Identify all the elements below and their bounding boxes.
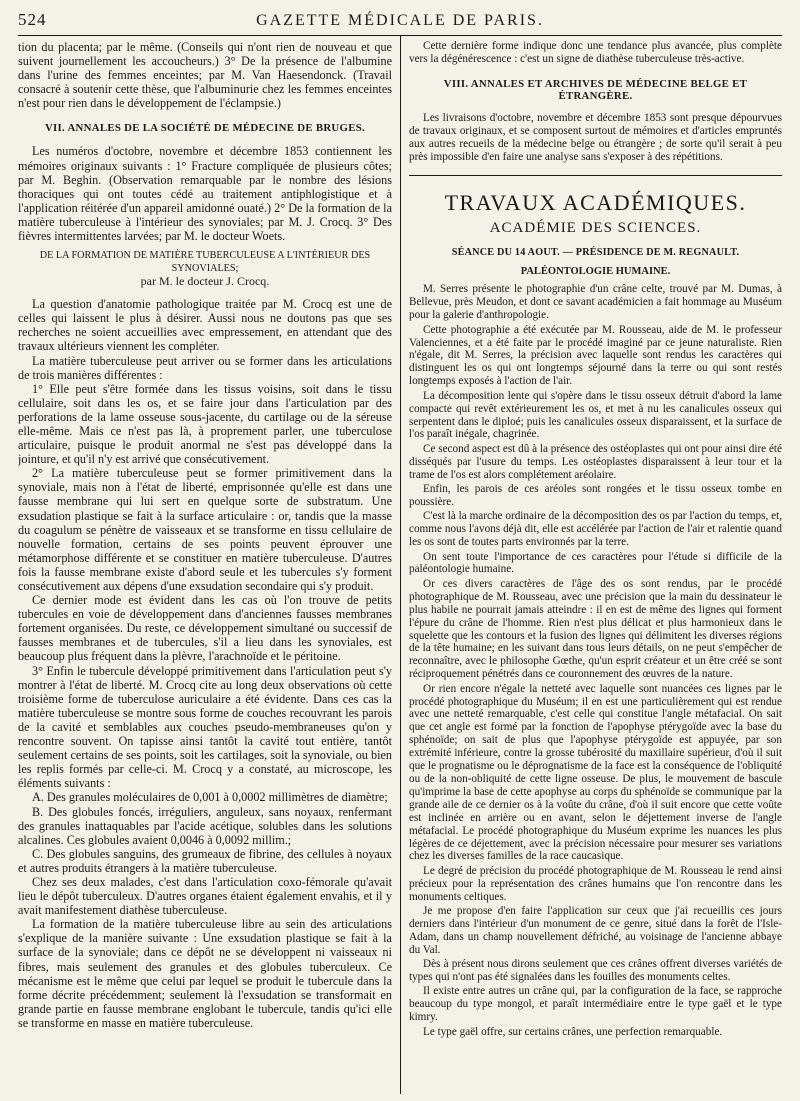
article-title: DE LA FORMATION DE MATIÈRE TUBERCULEUSE A L'INTÉRIEUR DES SYNOVIALES; (39, 250, 371, 275)
paragraph: La question d'anatomie pathologique traitée par M. Crocq est une de celles qui laissent le plus à désirer. Aussi nous ne doutons pas que ses recherches ne soient accueillies avec empressement, en attendant que des travaux ultérieurs viennent les compléter. (18, 297, 392, 354)
page-header (18, 10, 782, 32)
page-number: 524 (18, 10, 47, 29)
paragraph: M. Serres présente le photographie d'un crâne celte, trouvé par M. Dumas, à Bellevue, près Meudon, et dont ce savant académicien a fait hommage au Muséum pour la galerie d'anthropologie. (408, 283, 782, 322)
paragraph: Dès à présent nous dirons seulement que ces crânes offrent diverses variétés de types qui n'ont pas été signalées dans les fouilles des monuments celtes. (408, 958, 782, 984)
right-column (400, 36, 782, 1094)
paragraph: Je me propose d'en faire l'application sur ceux que j'ai recueillis ces jours derniers dans l'intérieur d'un monument de ce genre, situé dans la forêt de l'Isle-Adam, dans un champ nouvellement défriché, au voisinage de l'ancienne abbaye du Val. (408, 905, 782, 956)
article-heading (18, 249, 392, 288)
paragraph: tion du placenta; par le même. (Conseils qui n'ont rien de nouveau et que suivent journellement les accoucheurs.) 3° De la présence de l'albumine dans l'urine des femmes enceintes; par M. Van Haesendonck. (Travail consacré à soutenir cette thèse, que l'albuminurie chez les femmes enceintes n'est pour rien dans le développement de l'éclampsie.) (18, 40, 392, 111)
paragraph: Les livraisons d'octobre, novembre et décembre 1853 sont presque dépourvues de travaux originaux, et se composent surtout de mémoires et d'articles empruntés aux autres recueils de la médecine belge ou étrangère ; de sorte qu'il serait à peu près impossible d'en faire une analyse sans s'exposer à des répétitions. (408, 111, 782, 163)
paragraph: La décomposition lente qui s'opère dans le tissu osseux détruit d'abord la lame compacte qui revêt extérieurement les os, et met à nu les canalicules osseux qui serpentent dans le diploé; puis les canalicules osseux disparaissent, et la surface de l'os paraît inégale, chagrinée. (408, 389, 782, 441)
topic-heading: PALÉONTOLOGIE HUMAINE. (520, 266, 671, 278)
journal-title: GAZETTE MÉDICALE DE PARIS. (256, 12, 544, 29)
paragraph: Cette dernière forme indique donc une tendance plus avancée, plus complète vers la dégénérescence : c'est un signe de diathèse tuberculeuse très-active. (408, 40, 782, 65)
paragraph: 1° Elle peut s'être formée dans les tissus voisins, soit dans le tissu cellulaire, soit dans les os, et se faire jour dans l'articulation par des perforations de la lame osseuse sous-jacente, du cartilage ou de la séreuse elle-même. Mais ce n'est pas là, à proprement parler, une tuberculose articulaire, puisque le produit anormal ne s'est pas développé dans la jointure, et qu'il n'y est arrivé que consécutivement. (18, 381, 392, 467)
left-column (18, 36, 400, 1094)
paragraph: On sent toute l'importance de ces caractères pour l'étude si difficile de la paléontologie humaine. (408, 550, 782, 576)
session-line: SÉANCE DU 14 AOUT. — PRÉSIDENCE DE M. REGNAULT. (451, 247, 740, 259)
paragraph: Or rien encore n'égale la netteté avec laquelle sont nuancées ces lignes par le procédé photographique du Muséum; il en est une particulièrement qui est rendue avec une netteté remarquable, c'est celle qui constitue l'angle métafacial. On sait que cet angle est formé par la fonction de l'apophyse ptérygoïde avec la base du sphénoïde; on sait de plus que l'apophyse ptérygoïde est appuyée, par son extrémité inférieure, contre la grosse tubérosité du maxillaire supérieur, d'où il suit que le prognatisme ou le déprognatisme de la face est la conséquence de l'obliquité ou de la non-obliquité de cette ligne osseuse. De plus, le mouvement de bascule qu'imprime la base de cette apophyse au corps du sphénoïde se communique par la grande aile de ce dernier os à la voûte du crâne, d'où il suit encore que cette voûte est inclinée en arrière ou en avant, selon le déjettement inverse de l'angle métafacial. Le procédé photographique du Muséum exprime les nuances les plus légères de ce déjettement, avec la précision nécessaire pour mesurer ses variations chez les diverses familles de la race caucasique. (408, 682, 782, 863)
paragraph: Chez ses deux malades, c'est dans l'articulation coxo-fémorale qu'avait lieu le dépôt tuberculeux. D'autres organes étaient également envahis, et il y avait manifestement diathèse tuberculeuse. (18, 874, 392, 918)
section-heading: VII. ANNALES DE LA SOCIÉTÉ DE MÉDECINE DE BRUGES. (44, 122, 366, 135)
paragraph: Enfin, les parois de ces aréoles sont rongées et le tissu osseux tombe en poussière. (408, 483, 782, 508)
paragraph: Le degré de précision du procédé photographique de M. Rousseau le rend ainsi précieux pour la représentation des crânes humains que l'on rencontre dans les monuments celtiques. (408, 864, 782, 903)
paragraph: Il existe entre autres un crâne qui, par la configuration de la face, se rapproche beaucoup du type mongol, et paraît intermédiaire entre le type gaël et le type kimry. (408, 985, 782, 1024)
paragraph: Cette photographie a été exécutée par M. Rousseau, aide de M. le professeur Valenciennes, et a été faite par le procédé imaginé par ce jeune naturaliste. Rien n'égale, dit M. Serres, la précision avec laquelle sont rendus les caractères qui distinguent les os qui ont longtemps séjourné dans la terre ou qui sont restés longtemps exposés à l'action de l'air. (408, 323, 782, 388)
columns (18, 36, 782, 1094)
section-title: TRAVAUX ACADÉMIQUES. (444, 190, 747, 216)
paragraph: Le type gaël offre, sur certains crânes, une perfection remarquable. (422, 1025, 723, 1038)
academy-title: ACADÉMIE DES SCIENCES. (489, 220, 702, 237)
paragraph: Ce dernier mode est évident dans les cas où l'on trouve de petits tubercules en voie de développement dans d'anciennes fausses membranes fortement organisées. Du reste, ce développement simultané ou successif de fausses membranes et de tubercules, s'il a lieu dans les synoviales, est beaucoup plus fréquent dans la plèvre, l'arachnoïde et le péritoine. (18, 593, 392, 664)
paragraph: C. Des globules sanguins, des grumeaux de fibrine, des cellules à noyaux et autres produits étrangers à la matière tuberculeuse. (18, 846, 392, 875)
paragraph: Or ces divers caractères de l'âge des os sont rendus, par le procédé photographique de M. Rousseau, avec une précision que la main du dessinateur le plus habile ne pourrait jamais atteindre : il en est de même des lignes qui forment l'épure du crâne de l'homme. Rien n'est plus délicat et plus harmonieux dans le squelette que les contours et la fusion des lignes qui délimitent les diverses régions de la tête humaine; en les suivant dans tous leurs détails, on ne peut s'empêcher de reconnaître, avec le philosophe Gœthe, qu'un esprit créateur et un être créé se sont réciproquement pénétrés dans ce couronnement des œuvres de la nature. (408, 577, 782, 681)
paragraph: Ce second aspect est dû à la présence des ostéoplastes qui ont pour ainsi dire été disséqués par l'usure du temps. Les ostéoplastes disparaissent à leur tour et la trame de l'os est alors complétement aréolaire. (408, 442, 782, 481)
section-divider (409, 175, 782, 176)
paragraph: A. Des granules moléculaires de 0,001 à 0,0002 millimètres de diamètre; (32, 790, 388, 805)
paragraph: B. Des globules foncés, irréguliers, anguleux, sans noyaux, renfermant des granules inattaquables par l'acide acétique, solubles dans les solutions alcalines. Ces globules avaient 0,0046 à 0,0092 millim.; (18, 804, 392, 847)
paragraph: La matière tuberculeuse peut arriver ou se former dans les articulations de trois manières différentes : (18, 353, 392, 382)
paragraph: 3° Enfin le tubercule développé primitivement dans l'articulation peut s'y montrer à l'état de liberté. M. Crocq cite au long deux observations où cette troisième forme de tuberculose auriculaire a été évidente. Dans ces cas la matière tuberculeuse se montre sous forme de couches recouvrant les parois de la cavité et semblables aux couches pseudo-membraneuses qu'on y rencontre souvent. On tapisse ainsi tantôt la cavité tout entière, tantôt seulement certains de ses points, soit les cartilages, soit la synoviale, ou bien les replis formés par celle-ci. M. Crocq y a constaté, au microscope, les éléments suivants : (18, 663, 392, 791)
article-author: par M. le docteur J. Crocq. (140, 274, 270, 289)
paragraph: Les numéros d'octobre, novembre et décembre 1853 contiennent les mémoires originaux suivants : 1° Fracture compliquée de plusieurs côtes; par M. Beghin. (Observation remarquable par le nombre des lésions thoraciques qui ont toutes cédé au traitement antiphlogistique et à l'application réitérée d'un appareil amidonné ouaté.) 2° De la formation de la matière tuberculeuse à l'intérieur des synoviales; par M. J. Crocq. 3° Des fièvres intermittentes larvées; par M. le docteur Woets. (18, 144, 392, 244)
paragraph: C'est là la marche ordinaire de la décomposition des os par l'action du temps, et, comme nous l'avons déjà dit, elle est accélérée par l'action de l'air et ralentie quand les os sont de toutes parts environnés par la terre. (408, 510, 782, 549)
section-heading: VIII. ANNALES ET ARCHIVES DE MÉDECINE BELGE ET ÉTRANGÈRE. (443, 77, 748, 102)
paragraph: 2° La matière tuberculeuse peut se former primitivement dans la synoviale, mais non à l'état de liberté, emprisonnée qu'elle est dans une fausse membrane qui lui sert en quelque sorte de substratum. Une exsudation plastique se fait à la surface articulaire : or, tandis que la masse du coagulum se pénètre de vaisseaux et se transforme en tissu cellulaire de nouvelle formation, certains de ses points peuvent éprouver une métamorphose différente et se constituer en matière tuberculeuse. D'autres fois la fausse membrane existe d'abord seule et les tubercules s'y forment consécutivement aux dépens d'une exsudation secondaire qui s'y produit. (18, 466, 392, 593)
paragraph: La formation de la matière tuberculeuse libre au sein des articulations s'explique de la manière suivante : Une exsudation plastique se fait à la surface de la synoviale; dans ce dépôt ne se développent ni vaisseaux ni fibres, mais seulement des granules et des globules tuberculeux. Ce mécanisme est le même que celui par lequel se produit le tubercule dans la forme décrite précédemment; seulement là l'exsudation se transformait en grande partie en fausse membrane englobant le tubercule, tandis qu'ici elle se transforme en masse en matière tuberculeuse. (18, 917, 392, 1030)
